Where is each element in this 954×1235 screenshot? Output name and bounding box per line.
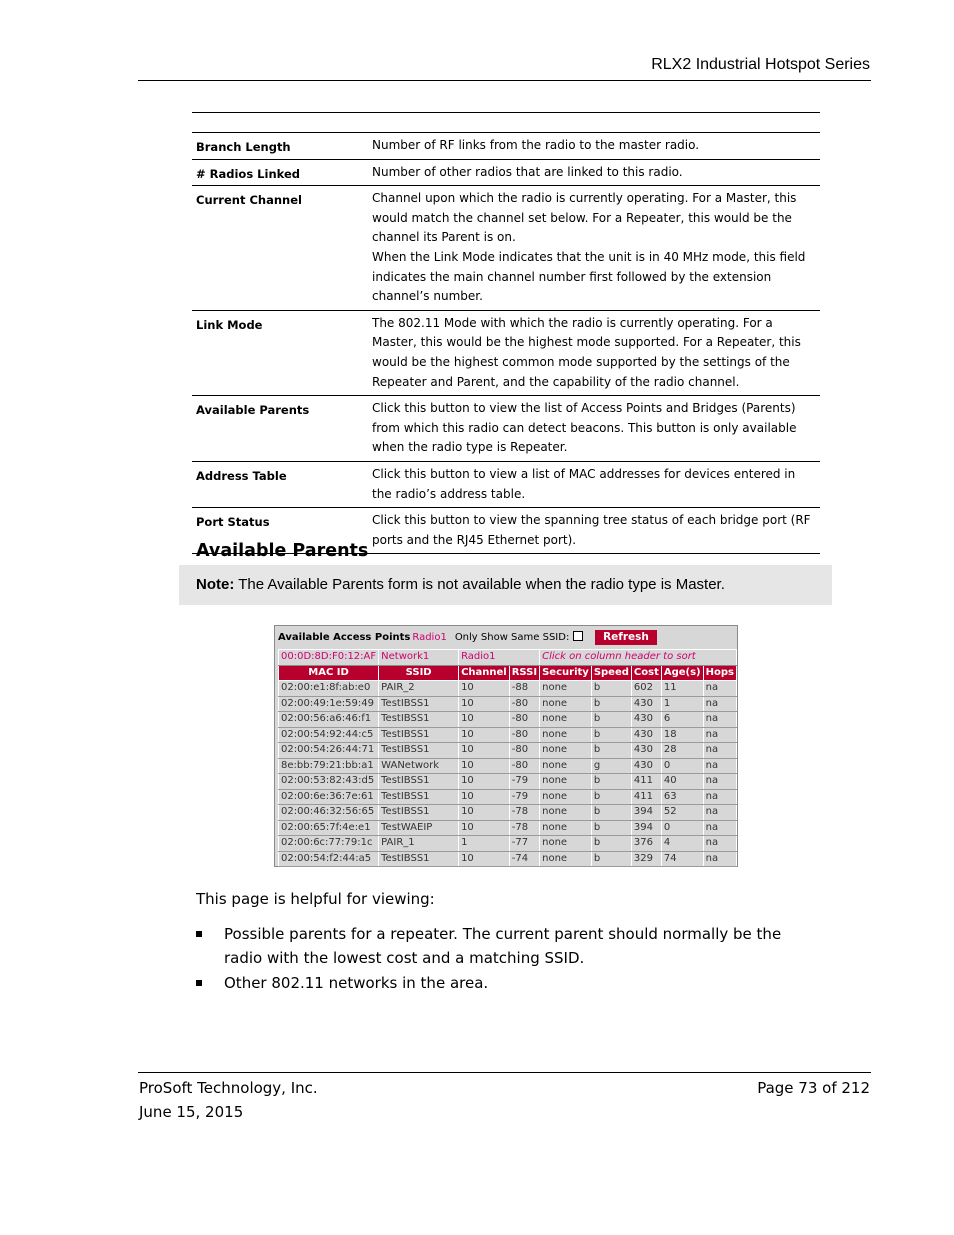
table-cell: 1 — [661, 696, 703, 712]
table-cell: -80 — [509, 727, 539, 743]
table-row — [279, 789, 737, 805]
table-cell: none — [540, 696, 592, 712]
table-cell: -80 — [509, 743, 539, 759]
footer-company: ProSoft Technology, Inc. — [139, 1079, 318, 1097]
table-row — [279, 774, 737, 790]
table-cell: 8e:bb:79:21:bb:a1 — [279, 758, 379, 774]
table-cell: PAIR_1 — [379, 836, 459, 852]
table-row — [279, 758, 737, 774]
column-header-hops[interactable]: Hops — [703, 665, 736, 681]
screenshot-radio-link[interactable]: Radio1 — [412, 632, 447, 643]
table-cell: 10 — [459, 743, 510, 759]
table-cell: TestIBSS1 — [379, 774, 459, 790]
parameter-name: # Radios Linked — [192, 159, 368, 186]
header-rule — [138, 80, 871, 81]
bullet-item — [196, 922, 796, 970]
bullet-text: Possible parents for a repeater. The current parent should normally be the radio with the lowest cost and a matching SSID. — [224, 925, 782, 967]
table-cell: 02:00:49:1e:59:49 — [279, 696, 379, 712]
table-cell: 02:00:54:92:44:c5 — [279, 727, 379, 743]
table-cell: na — [703, 681, 736, 697]
table-cell: 02:00:53:82:43:d5 — [279, 774, 379, 790]
table-cell: 6 — [661, 712, 703, 728]
table-cell: 74 — [661, 851, 703, 867]
parameter-description — [368, 310, 820, 395]
parameter-description-paragraph: Number of other radios that are linked to this radio. — [372, 164, 683, 179]
table-cell: g — [591, 758, 631, 774]
table-cell: 28 — [661, 743, 703, 759]
table-cell: b — [591, 789, 631, 805]
table-cell: b — [591, 774, 631, 790]
table-cell: TestIBSS1 — [379, 727, 459, 743]
table-cell: -78 — [509, 805, 539, 821]
bullet-list — [196, 922, 796, 996]
table-cell: 02:00:6e:36:7e:61 — [279, 789, 379, 805]
table-cell: na — [703, 851, 736, 867]
table-cell: b — [591, 805, 631, 821]
parameter-description-paragraph: Channel upon which the radio is currently operating. For a Master, this would match the channel set below. For a Repeater, this would be the channel its Parent is on. — [372, 191, 797, 245]
radio-mac: 00:0D:8D:F0:12:AF — [279, 650, 379, 666]
refresh-button[interactable]: Refresh — [595, 630, 657, 645]
header-title: RLX2 Industrial Hotspot Series — [651, 56, 870, 73]
table-cell: b — [591, 836, 631, 852]
column-header-security[interactable]: Security — [540, 665, 592, 681]
table-cell: none — [540, 743, 592, 759]
table-cell: -80 — [509, 696, 539, 712]
parameter-name: Port Status — [192, 508, 368, 554]
table-cell: -80 — [509, 712, 539, 728]
table-cell: 10 — [459, 758, 510, 774]
table-cell: na — [703, 789, 736, 805]
table-cell: 4 — [661, 836, 703, 852]
table-cell: 430 — [631, 712, 661, 728]
table-cell: 02:00:46:32:56:65 — [279, 805, 379, 821]
table-cell: 10 — [459, 696, 510, 712]
parameter-description — [368, 159, 820, 186]
table-cell: na — [703, 758, 736, 774]
parameter-description-paragraph: Number of RF links from the radio to the master radio. — [372, 138, 700, 152]
table-cell: b — [591, 820, 631, 836]
parameter-row — [192, 310, 820, 395]
table-cell: 11 — [661, 681, 703, 697]
table-cell: na — [703, 820, 736, 836]
table-cell: -78 — [509, 820, 539, 836]
table-cell: 40 — [661, 774, 703, 790]
table-row — [279, 696, 737, 712]
parameter-description-paragraph: The 802.11 Mode with which the radio is currently operating. For a Master, this would be the highest mode supported. For a Repeater, this would be the highest common mode supported by the settings of the Repeater and Parent, and the capability of the radio channel. — [372, 315, 801, 389]
table-row — [279, 836, 737, 852]
table-cell: none — [540, 820, 592, 836]
parameter-row — [192, 159, 820, 186]
table-cell: none — [540, 774, 592, 790]
table-cell: TestIBSS1 — [379, 696, 459, 712]
table-cell: -74 — [509, 851, 539, 867]
column-header-age-s[interactable]: Age(s) — [661, 665, 703, 681]
intro-text: This page is helpful for viewing: — [196, 890, 435, 908]
parameter-description-paragraph: Click this button to view the spanning tree status of each bridge port (RF ports and the RJ45 Ethernet port). — [372, 513, 811, 547]
parameter-name: Branch Length — [192, 133, 368, 160]
table-cell: TestIBSS1 — [379, 743, 459, 759]
bullet-square-icon — [196, 980, 202, 986]
screenshot-title: Available Access Points — [278, 632, 411, 643]
table-cell: none — [540, 789, 592, 805]
parameter-row — [192, 133, 820, 160]
table-cell: b — [591, 743, 631, 759]
table-cell: 02:00:56:a6:46:f1 — [279, 712, 379, 728]
table-cell: 0 — [661, 820, 703, 836]
parameter-row — [192, 461, 820, 507]
table-cell: 10 — [459, 820, 510, 836]
table-cell: 02:00:e1:8f:ab:e0 — [279, 681, 379, 697]
table-cell: none — [540, 712, 592, 728]
note-text — [196, 576, 725, 593]
table-cell: 02:00:6c:77:79:1c — [279, 836, 379, 852]
table-cell: 10 — [459, 774, 510, 790]
table-cell: b — [591, 681, 631, 697]
column-header-cost[interactable]: Cost — [631, 665, 661, 681]
table-row — [279, 820, 737, 836]
radio-info-row — [279, 650, 737, 666]
same-ssid-checkbox[interactable] — [573, 631, 583, 641]
parameter-row — [192, 186, 820, 311]
table-cell: -77 — [509, 836, 539, 852]
table-cell: 10 — [459, 712, 510, 728]
parameter-description — [368, 396, 820, 462]
table-cell: 10 — [459, 789, 510, 805]
table-cell: WANetwork — [379, 758, 459, 774]
table-cell: 10 — [459, 851, 510, 867]
table-cell: 1 — [459, 836, 510, 852]
table-cell: b — [591, 696, 631, 712]
parameter-row — [192, 396, 820, 462]
table-cell: na — [703, 743, 736, 759]
parameter-description — [368, 508, 820, 554]
column-header-row — [279, 665, 737, 681]
table-cell: 10 — [459, 727, 510, 743]
table-cell: b — [591, 712, 631, 728]
table-cell: -79 — [509, 789, 539, 805]
table-cell: 430 — [631, 758, 661, 774]
bullet-item — [196, 971, 796, 995]
parameter-table-head — [192, 113, 820, 133]
table-cell: -79 — [509, 774, 539, 790]
parameter-name: Available Parents — [192, 396, 368, 462]
table-cell: na — [703, 696, 736, 712]
screenshot-toolbar — [278, 630, 734, 646]
table-cell: none — [540, 851, 592, 867]
column-header-rssi[interactable]: RSSI — [509, 665, 539, 681]
table-cell: 394 — [631, 820, 661, 836]
parameter-name: Current Channel — [192, 186, 368, 311]
table-cell: TestWAEIP — [379, 820, 459, 836]
table-row — [279, 727, 737, 743]
table-cell: b — [591, 727, 631, 743]
footer-date: June 15, 2015 — [139, 1103, 244, 1121]
table-cell: na — [703, 774, 736, 790]
parameter-table — [192, 112, 820, 554]
section-title: Available Parents — [196, 541, 369, 561]
table-cell: 602 — [631, 681, 661, 697]
table-row — [279, 805, 737, 821]
parameter-description-paragraph: Click this button to view the list of Access Points and Bridges (Parents) from which this radio can detect beacons. This button is only available when the radio type is Repeater. — [372, 401, 797, 455]
table-cell: -88 — [509, 681, 539, 697]
footer-left — [139, 1076, 318, 1124]
column-header-ssid[interactable]: SSID — [379, 665, 459, 681]
parameter-description-paragraph: When the Link Mode indicates that the unit is in 40 MHz mode, this field indicates the main channel number first followed by the extension channel’s number. — [372, 249, 806, 304]
table-cell: 52 — [661, 805, 703, 821]
parameter-name: Link Mode — [192, 310, 368, 395]
table-cell: TestIBSS1 — [379, 789, 459, 805]
bullet-text: Other 802.11 networks in the area. — [224, 974, 489, 992]
table-cell: PAIR_2 — [379, 681, 459, 697]
column-header-channel[interactable]: Channel — [459, 665, 510, 681]
radio-network: Network1 — [379, 650, 459, 666]
table-cell: 411 — [631, 789, 661, 805]
table-row — [279, 851, 737, 867]
available-parents-screenshot — [274, 625, 738, 867]
table-cell: none — [540, 836, 592, 852]
parameter-description — [368, 133, 820, 160]
table-cell: 376 — [631, 836, 661, 852]
radio-name: Radio1 — [459, 650, 540, 666]
table-cell: na — [703, 805, 736, 821]
table-cell: none — [540, 681, 592, 697]
note-body: The Available Parents form is not available when the radio type is Master. — [234, 576, 725, 593]
column-header-mac-id[interactable]: MAC ID — [279, 665, 379, 681]
parameter-description — [368, 186, 820, 311]
table-row — [279, 681, 737, 697]
table-cell: 10 — [459, 805, 510, 821]
table-cell: na — [703, 727, 736, 743]
table-cell: 329 — [631, 851, 661, 867]
same-ssid-label: Only Show Same SSID: — [454, 632, 570, 643]
table-cell: none — [540, 758, 592, 774]
column-header-speed[interactable]: Speed — [591, 665, 631, 681]
table-cell: 02:00:54:f2:44:a5 — [279, 851, 379, 867]
table-cell: 0 — [661, 758, 703, 774]
table-cell: 430 — [631, 696, 661, 712]
table-cell: none — [540, 805, 592, 821]
table-cell: 02:00:54:26:44:71 — [279, 743, 379, 759]
note-box — [179, 565, 832, 605]
table-row — [279, 712, 737, 728]
footer-rule — [138, 1072, 871, 1073]
table-cell: 394 — [631, 805, 661, 821]
table-cell: -80 — [509, 758, 539, 774]
table-cell: 411 — [631, 774, 661, 790]
parameter-name: Address Table — [192, 461, 368, 507]
table-cell: TestIBSS1 — [379, 851, 459, 867]
table-cell: 02:00:65:7f:4e:e1 — [279, 820, 379, 836]
bullet-square-icon — [196, 931, 202, 937]
note-label: Note: — [196, 576, 235, 593]
table-row — [279, 743, 737, 759]
parameter-description — [368, 461, 820, 507]
table-cell: na — [703, 712, 736, 728]
table-cell: 430 — [631, 743, 661, 759]
table-cell: TestIBSS1 — [379, 805, 459, 821]
access-points-table — [278, 649, 737, 867]
table-cell: 63 — [661, 789, 703, 805]
table-cell: 430 — [631, 727, 661, 743]
table-cell: na — [703, 836, 736, 852]
table-cell: b — [591, 851, 631, 867]
table-cell: 10 — [459, 681, 510, 697]
parameter-description-paragraph: Click this button to view a list of MAC addresses for devices entered in the radio’s address table. — [372, 466, 796, 501]
footer-page-number: Page 73 of 212 — [757, 1079, 870, 1097]
sort-hint: Click on column header to sort — [540, 650, 737, 666]
table-cell: 18 — [661, 727, 703, 743]
table-cell: TestIBSS1 — [379, 712, 459, 728]
table-cell: none — [540, 727, 592, 743]
